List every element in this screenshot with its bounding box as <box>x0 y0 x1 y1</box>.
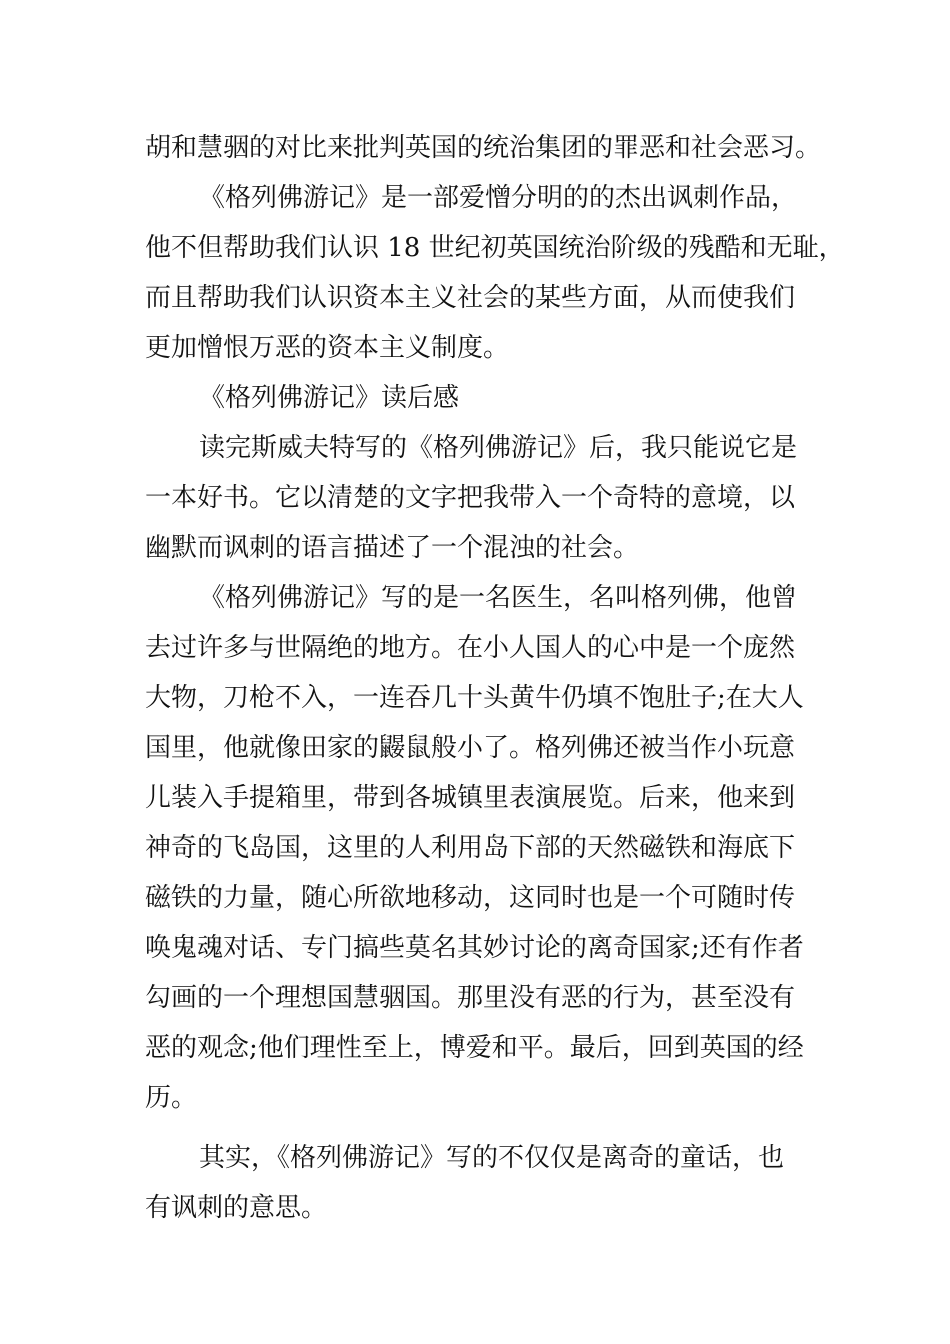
text-line: 磁铁的力量，随心所欲地移动，这同时也是一个可随时传 <box>145 883 796 913</box>
text-line: 胡和慧骃的对比来批判英国的统治集团的罪恶和社会恶习。 <box>145 133 822 163</box>
document-body <box>145 123 845 1233</box>
text-line: 读完斯威夫特写的《格列佛游记》后，我只能说它是 <box>199 433 798 463</box>
text-line: 历。 <box>145 1083 198 1113</box>
text-line: 勾画的一个理想国慧骃国。那里没有恶的行为，甚至没有 <box>145 983 796 1013</box>
text-line: 《格列佛游记》是一部爱憎分明的的杰出讽刺作品， <box>199 183 798 213</box>
text-line: 国里，他就像田家的鼹鼠般小了。格列佛还被当作小玩意 <box>145 733 796 763</box>
text-line: 更加憎恨万恶的资本主义制度。 <box>145 333 510 363</box>
text-line: 有讽刺的意思。 <box>145 1193 328 1223</box>
text-line: 神奇的飞岛国，这里的人利用岛下部的天然磁铁和海底下 <box>145 833 796 863</box>
text-line: 去过许多与世隔绝的地方。在小人国人的心中是一个庞然 <box>145 633 796 663</box>
section-heading: 《格列佛游记》读后感 <box>199 383 460 413</box>
text-line: 大物，刀枪不入，一连吞几十头黄牛仍填不饱肚子;在大人 <box>145 683 804 713</box>
text-line: 唤鬼魂对话、专门搞些莫名其妙讨论的离奇国家;还有作者 <box>145 933 804 963</box>
text-line: 恶的观念;他们理性至上，博爱和平。最后，回到英国的经 <box>145 1033 804 1063</box>
text-line: 儿装入手提箱里，带到各城镇里表演展览。后来，他来到 <box>145 783 796 813</box>
paragraph-gap <box>145 1123 825 1133</box>
text-line: 他不但帮助我们认识 18 世纪初英国统治阶级的残酷和无耻， <box>145 233 845 263</box>
text-line: 一本好书。它以清楚的文字把我带入一个奇特的意境，以 <box>145 483 796 513</box>
text-line: 幽默而讽刺的语言描述了一个混浊的社会。 <box>145 533 640 563</box>
text-line: 其实，《格列佛游记》写的不仅仅是离奇的童话，也 <box>199 1143 785 1173</box>
text-line: 《格列佛游记》写的是一名医生，名叫格列佛，他曾 <box>199 583 798 613</box>
text-line: 而且帮助我们认识资本主义社会的某些方面，从而使我们 <box>145 283 796 313</box>
